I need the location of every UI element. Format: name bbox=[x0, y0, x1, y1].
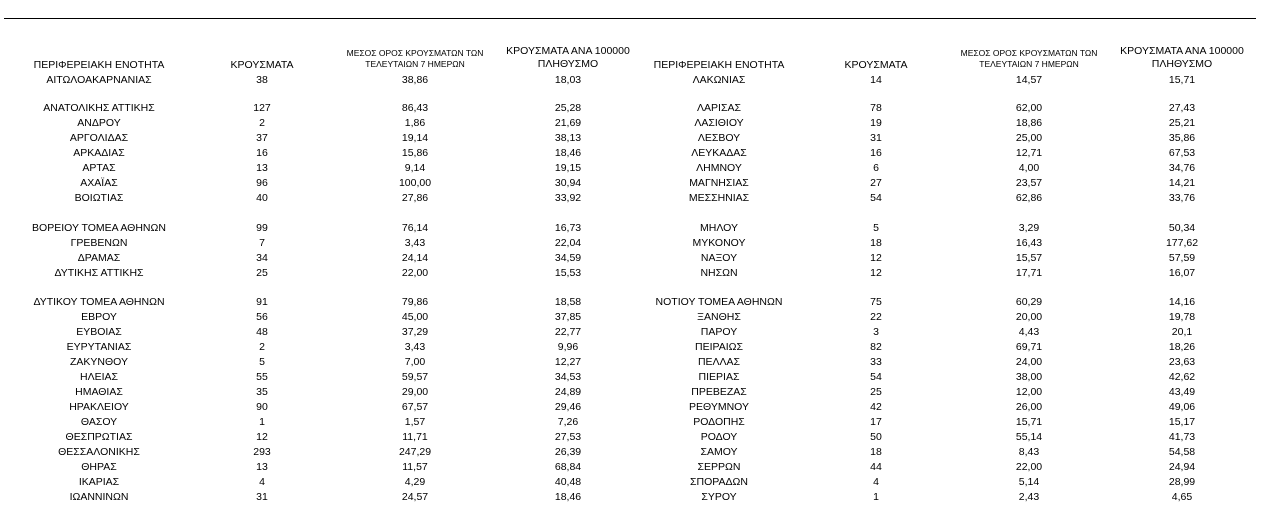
cell-per100k-left: 9,96 bbox=[557, 341, 579, 353]
cell-cases-left: 96 bbox=[256, 177, 268, 189]
cell-cases-right: 16 bbox=[870, 147, 882, 159]
cell-region-left: ΘΕΣΠΡΩΤΙΑΣ bbox=[65, 431, 133, 443]
cell-region-left: ΖΑΚΥΝΘΟΥ bbox=[69, 356, 128, 368]
cell-region-left: ΔΥΤΙΚΟΥ ΤΟΜΕΑ ΑΘΗΝΩΝ bbox=[33, 296, 165, 308]
cell-region-right: ΛΑΚΩΝΙΑΣ bbox=[692, 74, 746, 86]
cell-avg7-left: 3,43 bbox=[404, 237, 426, 249]
cell-avg7-right: 4,00 bbox=[1018, 162, 1040, 174]
header-per100k-right-line2: ΠΛΗΘΥΣΜΟ bbox=[1151, 58, 1213, 70]
cell-region-left: ΙΚΑΡΙΑΣ bbox=[78, 476, 120, 488]
cell-cases-left: 56 bbox=[256, 311, 268, 323]
cell-cases-right: 82 bbox=[870, 341, 882, 353]
cell-region-left: ΔΡΑΜΑΣ bbox=[77, 252, 121, 264]
table-row bbox=[0, 176, 1262, 191]
cell-region-right: ΜΗΛΟΥ bbox=[700, 222, 738, 234]
table-row bbox=[0, 266, 1262, 281]
cell-per100k-right: 18,26 bbox=[1168, 341, 1196, 353]
cell-avg7-right: 24,00 bbox=[1015, 356, 1043, 368]
cell-per100k-right: 49,06 bbox=[1168, 401, 1196, 413]
cell-region-left: ΑΝΑΤΟΛΙΚΗΣ ΑΤΤΙΚΗΣ bbox=[43, 102, 155, 114]
cell-region-left: ΒΟΙΩΤΙΑΣ bbox=[74, 192, 124, 204]
cell-per100k-left: 26,39 bbox=[554, 446, 582, 458]
cell-avg7-right: 12,71 bbox=[1015, 147, 1043, 159]
table-row bbox=[0, 340, 1262, 355]
cell-per100k-right: 42,62 bbox=[1168, 371, 1196, 383]
cell-per100k-right: 177,62 bbox=[1165, 237, 1199, 249]
cell-per100k-left: 18,46 bbox=[554, 147, 582, 159]
cell-avg7-right: 17,71 bbox=[1015, 267, 1043, 279]
cell-region-left: ΘΗΡΑΣ bbox=[81, 461, 117, 473]
cell-avg7-right: 69,71 bbox=[1015, 341, 1043, 353]
cell-per100k-left: 33,92 bbox=[554, 192, 582, 204]
cell-per100k-left: 22,04 bbox=[554, 237, 582, 249]
table-row bbox=[0, 400, 1262, 415]
cell-per100k-left: 29,46 bbox=[554, 401, 582, 413]
cell-avg7-left: 22,00 bbox=[401, 267, 429, 279]
cell-per100k-left: 16,73 bbox=[554, 222, 582, 234]
cell-region-right: ΣΥΡΟΥ bbox=[701, 491, 737, 503]
cell-cases-left: 13 bbox=[256, 162, 268, 174]
cell-cases-right: 19 bbox=[870, 117, 882, 129]
cell-cases-left: 48 bbox=[256, 326, 268, 338]
table-row bbox=[0, 490, 1262, 505]
cell-per100k-left: 22,77 bbox=[554, 326, 582, 338]
cell-cases-right: 78 bbox=[870, 102, 882, 114]
table-row bbox=[0, 101, 1262, 116]
cell-avg7-right: 55,14 bbox=[1015, 431, 1043, 443]
cell-per100k-right: 16,07 bbox=[1168, 267, 1196, 279]
table-row bbox=[0, 73, 1262, 88]
cell-per100k-left: 19,15 bbox=[554, 162, 582, 174]
cell-per100k-right: 24,94 bbox=[1168, 461, 1196, 473]
cell-region-right: ΡΟΔΟΥ bbox=[700, 431, 738, 443]
cell-per100k-left: 18,58 bbox=[554, 296, 582, 308]
cell-region-right: ΣΑΜΟΥ bbox=[700, 446, 738, 458]
cell-cases-right: 18 bbox=[870, 446, 882, 458]
cell-per100k-right: 33,76 bbox=[1168, 192, 1196, 204]
table-row bbox=[0, 191, 1262, 206]
cell-region-left: ΗΡΑΚΛΕΙΟΥ bbox=[69, 401, 129, 413]
cell-avg7-left: 4,29 bbox=[404, 476, 426, 488]
cell-per100k-left: 30,94 bbox=[554, 177, 582, 189]
cell-cases-right: 33 bbox=[870, 356, 882, 368]
cell-cases-right: 17 bbox=[870, 416, 882, 428]
table-row bbox=[0, 430, 1262, 445]
table-row bbox=[0, 475, 1262, 490]
table-row bbox=[0, 460, 1262, 475]
cell-cases-left: 25 bbox=[256, 267, 268, 279]
cell-avg7-right: 18,86 bbox=[1015, 117, 1043, 129]
cell-cases-right: 75 bbox=[870, 296, 882, 308]
cell-per100k-left: 24,89 bbox=[554, 386, 582, 398]
table-row bbox=[0, 251, 1262, 266]
cell-avg7-right: 23,57 bbox=[1015, 177, 1043, 189]
cell-avg7-right: 25,00 bbox=[1015, 132, 1043, 144]
cell-per100k-right: 14,21 bbox=[1168, 177, 1196, 189]
cell-avg7-right: 38,00 bbox=[1015, 371, 1043, 383]
cell-region-left: ΕΥΡΥΤΑΝΙΑΣ bbox=[66, 341, 132, 353]
cell-avg7-right: 62,00 bbox=[1015, 102, 1043, 114]
cell-avg7-right: 15,71 bbox=[1015, 416, 1043, 428]
cell-region-right: ΠΡΕΒΕΖΑΣ bbox=[691, 386, 747, 398]
cell-per100k-right: 25,21 bbox=[1168, 117, 1196, 129]
cell-cases-right: 12 bbox=[870, 252, 882, 264]
cell-cases-right: 54 bbox=[870, 371, 882, 383]
cell-region-left: ΕΥΒΟΙΑΣ bbox=[76, 326, 122, 338]
cell-avg7-right: 14,57 bbox=[1015, 74, 1043, 86]
cell-cases-right: 54 bbox=[870, 192, 882, 204]
cell-avg7-right: 12,00 bbox=[1015, 386, 1043, 398]
cell-cases-right: 4 bbox=[873, 476, 879, 488]
cell-region-right: ΠΙΕΡΙΑΣ bbox=[698, 371, 740, 383]
cell-cases-left: 4 bbox=[259, 476, 265, 488]
cell-avg7-right: 20,00 bbox=[1015, 311, 1043, 323]
header-cases-left: ΚΡΟΥΣΜΑΤΑ bbox=[230, 59, 294, 71]
header-avg7-right bbox=[954, 48, 1104, 70]
table-row bbox=[0, 385, 1262, 400]
cell-per100k-left: 40,48 bbox=[554, 476, 582, 488]
cell-region-left: ΒΟΡΕΙΟΥ ΤΟΜΕΑ ΑΘΗΝΩΝ bbox=[32, 222, 166, 234]
cell-avg7-left: 3,43 bbox=[404, 341, 426, 353]
header-avg7-right-line2: ΤΕΛΕΥΤΑΙΩΝ 7 ΗΜΕΡΩΝ bbox=[979, 59, 1079, 69]
cell-avg7-left: 15,86 bbox=[401, 147, 429, 159]
cell-per100k-right: 43,49 bbox=[1168, 386, 1196, 398]
table-row bbox=[0, 325, 1262, 340]
cell-avg7-right: 16,43 bbox=[1015, 237, 1043, 249]
cell-cases-right: 25 bbox=[870, 386, 882, 398]
header-avg7-left-line2: ΤΕΛΕΥΤΑΙΩΝ 7 ΗΜΕΡΩΝ bbox=[365, 59, 465, 69]
cell-avg7-left: 11,71 bbox=[402, 431, 428, 443]
cell-avg7-right: 62,86 bbox=[1015, 192, 1043, 204]
cell-region-right: ΜΥΚΟΝΟΥ bbox=[692, 237, 746, 249]
cell-cases-left: 12 bbox=[256, 431, 268, 443]
cell-avg7-right: 8,43 bbox=[1018, 446, 1040, 458]
cell-per100k-left: 34,59 bbox=[554, 252, 582, 264]
cell-cases-left: 2 bbox=[259, 341, 265, 353]
cell-region-right: ΠΕΛΛΑΣ bbox=[697, 356, 741, 368]
cell-cases-right: 5 bbox=[873, 222, 879, 234]
header-per100k-left bbox=[498, 45, 638, 71]
cell-avg7-left: 45,00 bbox=[401, 311, 429, 323]
cell-cases-left: 16 bbox=[256, 147, 268, 159]
header-per100k-left-line1: ΚΡΟΥΣΜΑΤΑ ΑΝΑ 100000 bbox=[506, 45, 630, 57]
cell-cases-left: 13 bbox=[256, 461, 268, 473]
cell-per100k-right: 67,53 bbox=[1168, 147, 1196, 159]
table-row bbox=[0, 116, 1262, 131]
cell-region-left: ΑΝΔΡΟΥ bbox=[77, 117, 121, 129]
cell-region-left: ΓΡΕΒΕΝΩΝ bbox=[70, 237, 128, 249]
cell-region-right: ΞΑΝΘΗΣ bbox=[697, 311, 741, 323]
cell-cases-right: 14 bbox=[870, 74, 882, 86]
cell-region-right: ΜΑΓΝΗΣΙΑΣ bbox=[689, 177, 749, 189]
cell-region-left: ΗΛΕΙΑΣ bbox=[79, 371, 118, 383]
table-row bbox=[0, 131, 1262, 146]
cell-cases-right: 44 bbox=[870, 461, 882, 473]
cell-region-right: ΛΕΣΒΟΥ bbox=[697, 132, 741, 144]
cell-avg7-right: 26,00 bbox=[1015, 401, 1043, 413]
cell-per100k-right: 34,76 bbox=[1168, 162, 1196, 174]
cell-per100k-left: 15,53 bbox=[554, 267, 582, 279]
cell-cases-left: 35 bbox=[256, 386, 268, 398]
table-row bbox=[0, 370, 1262, 385]
cell-region-left: ΕΒΡΟΥ bbox=[81, 311, 117, 323]
table-row bbox=[0, 295, 1262, 310]
cell-region-left: ΘΕΣΣΑΛΟΝΙΚΗΣ bbox=[58, 446, 140, 458]
table-row bbox=[0, 146, 1262, 161]
cell-per100k-left: 34,53 bbox=[554, 371, 582, 383]
cell-cases-left: 38 bbox=[256, 74, 268, 86]
cell-region-right: ΝΟΤΙΟΥ ΤΟΜΕΑ ΑΘΗΝΩΝ bbox=[655, 296, 783, 308]
header-per100k-right bbox=[1112, 45, 1252, 71]
table-row bbox=[0, 445, 1262, 460]
cell-region-left: ΑΡΚΑΔΙΑΣ bbox=[73, 147, 125, 159]
cell-avg7-left: 27,86 bbox=[401, 192, 429, 204]
cell-region-right: ΠΕΙΡΑΙΩΣ bbox=[695, 341, 743, 353]
cell-region-right: ΜΕΣΣΗΝΙΑΣ bbox=[688, 192, 750, 204]
cell-avg7-left: 1,57 bbox=[404, 416, 426, 428]
cell-per100k-right: 50,34 bbox=[1168, 222, 1196, 234]
cell-avg7-left: 1,86 bbox=[404, 117, 426, 129]
header-avg7-right-line1: ΜΕΣΟΣ ΟΡΟΣ ΚΡΟΥΣΜΑΤΩΝ ΤΩΝ bbox=[960, 48, 1098, 58]
cell-region-left: ΔΥΤΙΚΗΣ ΑΤΤΙΚΗΣ bbox=[54, 267, 144, 279]
cell-per100k-right: 35,86 bbox=[1168, 132, 1196, 144]
table-row bbox=[0, 415, 1262, 430]
cell-region-right: ΣΠΟΡΑΔΩΝ bbox=[690, 476, 748, 488]
cell-avg7-right: 2,43 bbox=[1018, 491, 1040, 503]
cell-per100k-right: 15,71 bbox=[1168, 74, 1196, 86]
table-row bbox=[0, 310, 1262, 325]
cell-cases-right: 27 bbox=[870, 177, 882, 189]
cell-avg7-right: 5,14 bbox=[1018, 476, 1040, 488]
header-per100k-left-line2: ΠΛΗΘΥΣΜΟ bbox=[537, 58, 599, 70]
cell-per100k-left: 7,26 bbox=[557, 416, 579, 428]
header-region-left: ΠΕΡΙΦΕΡΕΙΑΚΗ ΕΝΟΤΗΤΑ bbox=[33, 59, 165, 71]
cell-avg7-left: 79,86 bbox=[401, 296, 429, 308]
top-rule bbox=[4, 18, 1256, 19]
cell-avg7-left: 67,57 bbox=[401, 401, 429, 413]
cell-avg7-left: 24,57 bbox=[401, 491, 429, 503]
cell-cases-left: 127 bbox=[253, 102, 271, 114]
cell-cases-left: 40 bbox=[256, 192, 268, 204]
cell-region-right: ΡΕΘΥΜΝΟΥ bbox=[688, 401, 749, 413]
cell-per100k-left: 12,27 bbox=[554, 356, 582, 368]
cell-cases-left: 5 bbox=[259, 356, 265, 368]
cell-cases-right: 6 bbox=[873, 162, 879, 174]
cell-region-left: ΑΡΓΟΛΙΔΑΣ bbox=[69, 132, 129, 144]
cell-per100k-left: 68,84 bbox=[554, 461, 582, 473]
cell-avg7-right: 4,43 bbox=[1018, 326, 1040, 338]
cell-region-right: ΝΗΣΩΝ bbox=[700, 267, 738, 279]
cell-avg7-left: 29,00 bbox=[401, 386, 429, 398]
cell-per100k-right: 15,17 bbox=[1168, 416, 1196, 428]
cell-avg7-left: 100,00 bbox=[398, 177, 432, 189]
cell-per100k-left: 37,85 bbox=[554, 311, 582, 323]
cell-per100k-right: 4,65 bbox=[1171, 491, 1193, 503]
cell-per100k-left: 25,28 bbox=[554, 102, 582, 114]
header-cases-right: ΚΡΟΥΣΜΑΤΑ bbox=[844, 59, 908, 71]
cell-per100k-left: 18,03 bbox=[554, 74, 582, 86]
cell-region-right: ΛΕΥΚΑΔΑΣ bbox=[691, 147, 747, 159]
cell-cases-left: 37 bbox=[256, 132, 268, 144]
cell-avg7-left: 37,29 bbox=[401, 326, 429, 338]
header-avg7-left-line1: ΜΕΣΟΣ ΟΡΟΣ ΚΡΟΥΣΜΑΤΩΝ ΤΩΝ bbox=[346, 48, 484, 58]
cell-cases-left: 1 bbox=[259, 416, 265, 428]
table-row bbox=[0, 236, 1262, 251]
table-row bbox=[0, 161, 1262, 176]
cell-avg7-right: 3,29 bbox=[1018, 222, 1040, 234]
cell-per100k-left: 18,46 bbox=[554, 491, 582, 503]
header-avg7-left bbox=[340, 48, 490, 70]
cell-cases-left: 31 bbox=[256, 491, 268, 503]
cell-per100k-right: 14,16 bbox=[1168, 296, 1196, 308]
table-row bbox=[0, 355, 1262, 370]
cell-per100k-right: 20,1 bbox=[1171, 326, 1193, 338]
cell-per100k-right: 23,63 bbox=[1168, 356, 1196, 368]
cell-avg7-left: 11,57 bbox=[402, 461, 428, 473]
table-row bbox=[0, 221, 1262, 236]
cell-region-right: ΣΕΡΡΩΝ bbox=[697, 461, 741, 473]
cell-per100k-right: 27,43 bbox=[1168, 102, 1196, 114]
cell-avg7-left: 86,43 bbox=[401, 102, 429, 114]
cell-cases-right: 12 bbox=[870, 267, 882, 279]
cell-cases-right: 18 bbox=[870, 237, 882, 249]
cell-per100k-right: 57,59 bbox=[1168, 252, 1196, 264]
cell-region-right: ΛΑΣΙΘΙΟΥ bbox=[694, 117, 744, 129]
header-per100k-right-line1: ΚΡΟΥΣΜΑΤΑ ΑΝΑ 100000 bbox=[1120, 45, 1244, 57]
cell-avg7-right: 22,00 bbox=[1015, 461, 1043, 473]
cell-cases-left: 293 bbox=[253, 446, 271, 458]
cell-avg7-left: 9,14 bbox=[404, 162, 426, 174]
cell-region-right: ΡΟΔΟΠΗΣ bbox=[693, 416, 745, 428]
cell-cases-right: 42 bbox=[870, 401, 882, 413]
cell-per100k-right: 28,99 bbox=[1168, 476, 1196, 488]
cell-region-left: ΗΜΑΘΙΑΣ bbox=[75, 386, 123, 398]
cell-cases-left: 55 bbox=[256, 371, 268, 383]
cell-per100k-left: 21,69 bbox=[554, 117, 582, 129]
cell-cases-left: 99 bbox=[256, 222, 268, 234]
cell-region-left: ΙΩΑΝΝΙΝΩΝ bbox=[69, 491, 129, 503]
cell-avg7-left: 38,86 bbox=[401, 74, 429, 86]
cell-cases-right: 50 bbox=[870, 431, 882, 443]
cell-region-left: ΑΧΑΪΑΣ bbox=[80, 177, 118, 189]
cell-cases-left: 90 bbox=[256, 401, 268, 413]
cell-region-right: ΛΗΜΝΟΥ bbox=[696, 162, 742, 174]
cell-cases-left: 34 bbox=[256, 252, 268, 264]
cell-per100k-right: 41,73 bbox=[1168, 431, 1196, 443]
cell-avg7-right: 60,29 bbox=[1015, 296, 1043, 308]
cell-region-left: ΑΡΤΑΣ bbox=[82, 162, 116, 174]
cell-region-left: ΘΑΣΟΥ bbox=[80, 416, 118, 428]
cell-cases-left: 2 bbox=[259, 117, 265, 129]
cell-cases-left: 7 bbox=[259, 237, 265, 249]
cell-region-left: ΑΙΤΩΛΟΑΚΑΡΝΑΝΙΑΣ bbox=[46, 74, 152, 86]
cell-cases-right: 22 bbox=[870, 311, 882, 323]
cell-avg7-left: 7,00 bbox=[404, 356, 426, 368]
cell-avg7-left: 59,57 bbox=[401, 371, 429, 383]
cell-per100k-left: 38,13 bbox=[554, 132, 582, 144]
cell-cases-right: 1 bbox=[873, 491, 879, 503]
cell-cases-right: 31 bbox=[870, 132, 882, 144]
cell-per100k-left: 27,53 bbox=[554, 431, 582, 443]
cell-cases-right: 3 bbox=[873, 326, 879, 338]
cell-per100k-right: 54,58 bbox=[1168, 446, 1196, 458]
cell-cases-left: 91 bbox=[256, 296, 268, 308]
cell-avg7-right: 15,57 bbox=[1015, 252, 1043, 264]
cell-avg7-left: 19,14 bbox=[401, 132, 429, 144]
cell-region-right: ΝΑΞΟΥ bbox=[700, 252, 738, 264]
cell-region-right: ΛΑΡΙΣΑΣ bbox=[697, 102, 741, 114]
cell-avg7-left: 76,14 bbox=[401, 222, 429, 234]
cell-avg7-left: 247,29 bbox=[398, 446, 432, 458]
cell-avg7-left: 24,14 bbox=[401, 252, 429, 264]
cell-per100k-right: 19,78 bbox=[1168, 311, 1196, 323]
header-region-right: ΠΕΡΙΦΕΡΕΙΑΚΗ ΕΝΟΤΗΤΑ bbox=[653, 59, 785, 71]
cell-region-right: ΠΑΡΟΥ bbox=[700, 326, 738, 338]
